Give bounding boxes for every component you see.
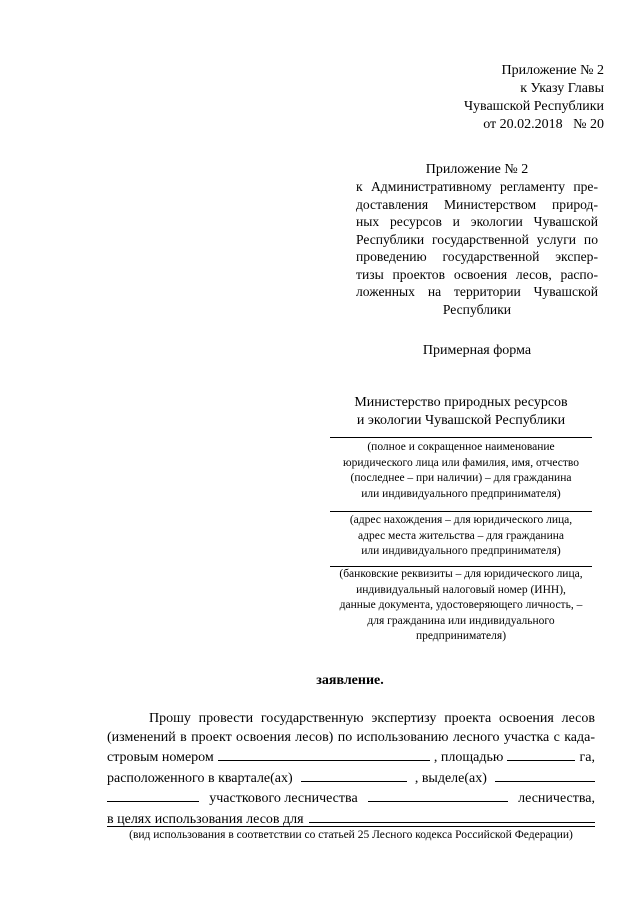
caption-line: (банковские реквизиты – для юридического лица, [339, 568, 583, 580]
ministry-line: Министерство природных ресурсов [354, 395, 568, 410]
caption-line: данные документа, удостоверяющего личность, – [339, 599, 583, 611]
caption-line: юридического лица или фамилия, имя, отчество [343, 456, 579, 469]
decree-reference [440, 62, 604, 134]
appendix-title: Приложение № 2 [425, 162, 529, 177]
bank-details-caption [330, 567, 592, 645]
paragraph-text: Прошу провести государственную экспертизу проекта освоения лесов [149, 711, 595, 726]
appendix-line: проведению государственной экспер- [356, 249, 598, 264]
appendix-line: Республики [442, 301, 512, 317]
caption-line: (последнее – при наличии) – для гражданина [350, 472, 572, 484]
appendix-line: Республики государственной услуги по [356, 231, 598, 247]
applicant-name-caption [330, 440, 592, 502]
decree-line: к Указу Главы [520, 81, 604, 96]
appendix-description [356, 178, 598, 318]
caption-line: или индивидуального предпринимателя) [361, 545, 561, 557]
paragraph-line [107, 729, 595, 748]
statement-paragraph [107, 710, 595, 830]
decree-line: Чувашской Республики [463, 99, 604, 114]
caption-line: или индивидуального предпринимателя) [361, 487, 561, 500]
paragraph-text: лесничества, [518, 791, 595, 807]
paragraph-text: расположенного в квартале(ах) [107, 770, 293, 786]
addressee-ministry [330, 394, 592, 430]
forest-use-type-caption: (вид использования в соответствии со статьей 25 Лесного кодекса Российской Федерации) [129, 829, 573, 841]
district-forestry-field[interactable] [107, 788, 199, 802]
paragraph-line [107, 768, 595, 789]
applicant-name-field[interactable] [330, 437, 592, 438]
appendix-line: тизы проектов освоения лесов, распо- [356, 266, 598, 282]
area-field[interactable] [507, 747, 575, 761]
appendix-line: доставления Министерством природ- [356, 196, 598, 212]
quarter-field[interactable] [301, 768, 407, 782]
caption-line: (полное и сокращенное наименование [367, 441, 555, 453]
forest-use-purpose-field[interactable] [309, 809, 595, 823]
caption-line: (адрес нахождения – для юридического лица, [349, 514, 573, 526]
appendix-line: ных ресурсов и экологии Чувашской [356, 214, 598, 229]
paragraph-text: , выделе(ах) [414, 770, 487, 786]
forest-use-type-field[interactable] [107, 826, 595, 827]
caption-line: индивидуальный налоговый номер (ИНН), [356, 583, 566, 596]
allotment-field[interactable] [495, 768, 595, 782]
paragraph-text: (изменений в проект освоения лесов) по использованию лесного участка с када- [107, 729, 595, 745]
paragraph-text: в целях использования лесов для [107, 811, 304, 827]
ministry-line: и экологии Чувашской Республики [356, 413, 566, 428]
caption-line: предпринимателя) [415, 630, 507, 642]
paragraph-text: стровым номером [107, 750, 214, 766]
form-label: Примерная форма [422, 343, 532, 358]
decree-date-number: от 20.02.2018 № 20 [483, 117, 604, 132]
appendix-line: к Административному регламенту пре- [356, 179, 598, 194]
address-caption [330, 513, 592, 560]
cadastral-number-field[interactable] [218, 747, 430, 761]
appendix-line: ложенных на территории Чувашской [356, 284, 598, 299]
paragraph-text: га, [579, 750, 595, 766]
forestry-field[interactable] [368, 788, 508, 802]
paragraph-line [107, 710, 595, 729]
paragraph-text: участкового лесничества [209, 791, 358, 807]
paragraph-line [107, 747, 595, 768]
caption-line: адрес места жительства – для гражданина [357, 529, 564, 542]
decree-line: Приложение № 2 [501, 63, 604, 78]
statement-title: заявление. [316, 673, 384, 688]
address-field[interactable] [330, 511, 592, 512]
paragraph-line [107, 788, 595, 809]
caption-line: для гражданина или индивидуального [367, 614, 555, 627]
paragraph-text: , площадью [433, 750, 504, 766]
